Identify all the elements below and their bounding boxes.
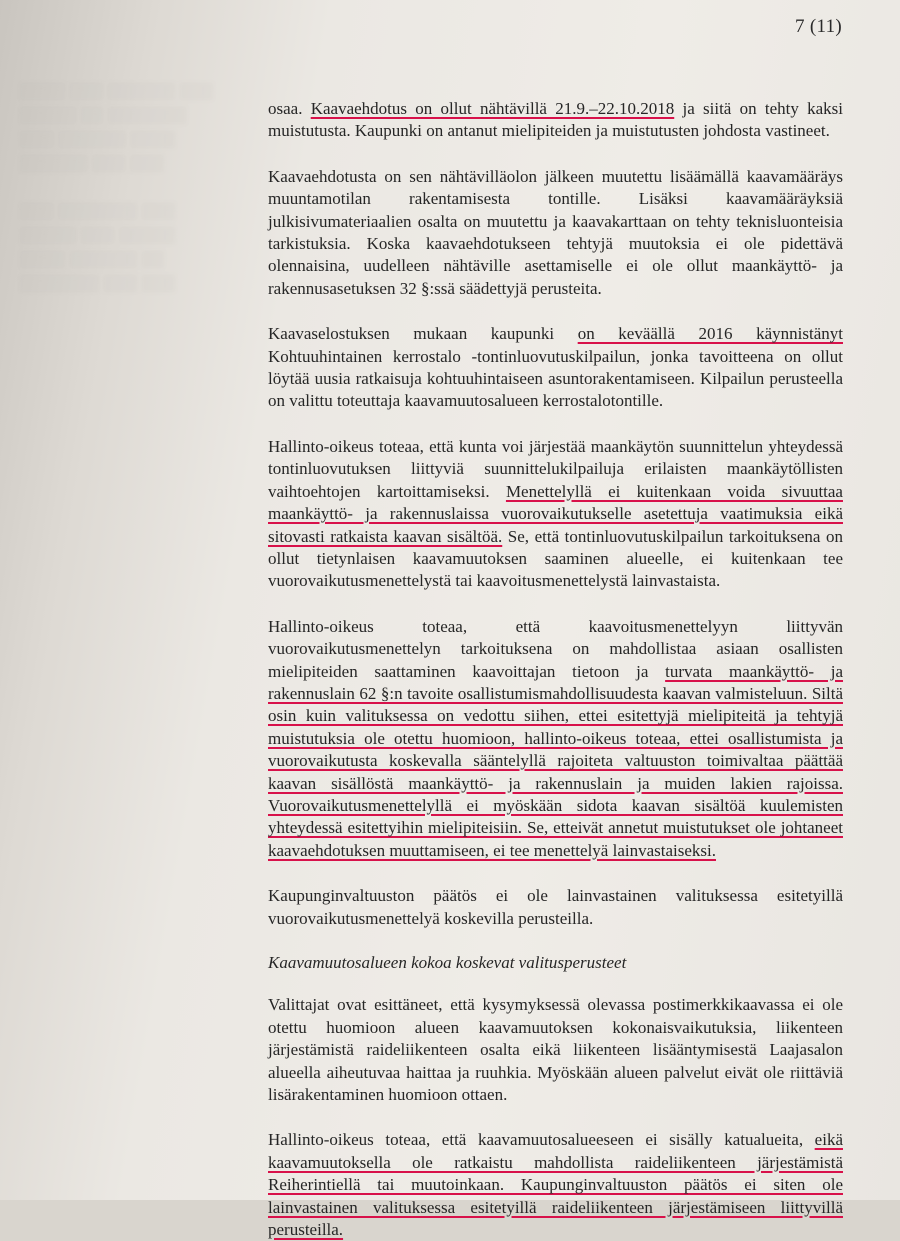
highlighted-text: on keväällä 2016 käynnistänyt xyxy=(577,324,843,344)
text-segment: Hallinto-oikeus toteaa, että kaavamuutosalueeseen ei sisälly katualueita, xyxy=(268,1130,815,1150)
paragraph xyxy=(268,616,843,862)
text-segment: Kaupunginvaltuuston päätös ei ole lainvastainen valituksessa esitetyillä vuorovaikutusmenettelyä koskevilla perusteilla. xyxy=(268,886,843,928)
text-segment: osaa. xyxy=(268,99,311,118)
text-segment: Kaavaselostuksen mukaan kaupunki xyxy=(268,324,578,344)
paragraph xyxy=(268,323,843,413)
paragraph xyxy=(268,994,843,1106)
text-segment: Valittajat ovat esittäneet, että kysymyksessä olevassa postimerkkikaavassa ei ole otettu huomioon alueen kaavamuutoksen kokonaisvaikutuksia, liikenteen järjestämistä raideliikenteen osalta eikä liikenteen lisääntymisestä Laajasalon alueella aiheutuvaa haittaa ja ruuhkia. Myöskään alueen palvelut eivät ole riittäviä lisärakentaminen huomioon ottaen. xyxy=(268,995,843,1105)
highlighted-text: eikä kaavamuutoksella ole ratkaistu mahdollista raideliikenteen järjestämistä Reiherintiellä tai muutoinkaan. Kaupunginvaltuuston päätös ei siten ole lainvastainen valituksessa esitetyillä raideliikenteen järjestämiseen liittyvillä perusteilla. xyxy=(268,1130,843,1240)
text-segment: Hallinto-oikeus toteaa, että kunta voi järjestää maankäytön suunnittelun yhteydessä tontinluovutuksen liittyviä suunnittelukilpailuja erilaisten maankäytöllisten vaihtoehtojen kartoittamiseksi. xyxy=(268,436,843,501)
paragraph xyxy=(268,166,843,300)
highlighted-text: Menettelyllä ei kuitenkaan voida sivuuttaa maankäyttö- ja rakennuslaissa vuorovaikutukselle asetettuja vaatimuksia eikä sitovasti ratkaista kaavan sisältöä. xyxy=(268,481,843,546)
paragraph xyxy=(268,436,843,593)
text-segment: Kohtuuhintainen kerrostalo -tontinluovutuskilpailun, jonka tavoitteena on ollut löytää uusia ratkaisuja kohtuuhintaiseen asuntorakentamiseen. Kilpailun perusteella on valittu toteuttaja kaavamuutosalueen kerrostalotontille. xyxy=(268,346,843,411)
page-number: 7 (11) xyxy=(795,16,842,37)
text-segment: Kaavaehdotusta on sen nähtävilläolon jälkeen muutettu lisäämällä kaavamääräys muuntamotilan rakentamisesta tontille. Lisäksi kaavamääräyksiä julkisivumateriaalien osalta on muutettu ja kaavakarttaan on tehty teknisluonteisia tarkistuksia. Koska kaavaehdotukseen tehtyjä muutoksia ei ole pidettävä olennaisina, uudelleen nähtäville asettamiselle ei ole ollut maankäyttö- ja rakennusasetuksen 32 §:ssä säädettyjä perusteita. xyxy=(268,166,843,298)
document-body xyxy=(268,98,843,1241)
text-segment: Se, että tontinluovutuskilpailun tarkoituksena on ollut tietynlaisen kaavamuutoksen saaminen alueelle, ei kuitenkaan tee vuorovaikutusmenettelystä tai kaavoitusmenettelystä lainvastaista. xyxy=(268,526,843,591)
text-segment: Hallinto-oikeus toteaa, että kaavoitusmenettelyyn liittyvän vuorovaikutusmenettelyn tarkoituksena on mahdollistaa asiaan osallisten mielipiteiden saattaminen kaavoittajan tietoon ja xyxy=(268,616,843,681)
section-heading: Kaavamuutosalueen kokoa koskevat valitusperusteet xyxy=(268,953,627,972)
paragraph xyxy=(268,885,843,930)
bleed-through-text: ▒▒▒▒ ▒▒▒ ▒▒▒▒▒▒ ▒▒▒ ▒▒▒▒▒ ▒▒ ▒▒▒▒▒▒▒ ▒▒▒ ▒▒▒▒▒▒ ▒▒▒▒ ▒▒▒▒▒▒ ▒▒▒ ▒▒▒ ▒▒▒ ▒▒▒▒▒▒▒ ▒▒▒ ▒▒▒▒▒ ▒▒▒ ▒▒▒▒▒ ▒▒▒▒ ▒▒▒▒▒▒ ▒▒ ▒▒▒▒▒▒▒ ▒▒▒ ▒▒▒ xyxy=(20,83,214,292)
text-segment: ja siitä on tehty kaksi muistutusta. Kaupunki on antanut mielipiteiden ja muistutusten johdosta vastineet. xyxy=(268,99,843,141)
paragraph xyxy=(268,98,843,143)
highlighted-text: Kaavaehdotus on ollut nähtävillä 21.9.–22.10.2018 xyxy=(310,99,675,118)
paragraph xyxy=(268,1129,843,1241)
highlighted-text: turvata maankäyttö- ja rakennuslain 62 §:n tavoite osallistumismahdollisuudesta kaavan valmisteluun. Siltä osin kuin valituksessa on vedottu siihen, ettei esitettyjä mielipiteitä ja tehtyjä muistutuksia ole otettu huomioon, hallinto-oikeus toteaa, ettei osallistumista ja vuorovaikutusta koskevalla sääntelyllä rajoiteta valtuuston toimivaltaa päättää kaavan sisällöstä maankäyttö- ja rakennuslain ja muiden lakien rajoissa. Vuorovaikutusmenettelyllä ei myöskään sidota kaavan sisältöä kuulemisten yhteydessä esitettyihin mielipiteisiin. Se, etteivät annetut muistutukset ole johtaneet kaavaehdotuksen muuttamiseen, ei tee menettelyä lainvastaiseksi. xyxy=(268,661,844,860)
